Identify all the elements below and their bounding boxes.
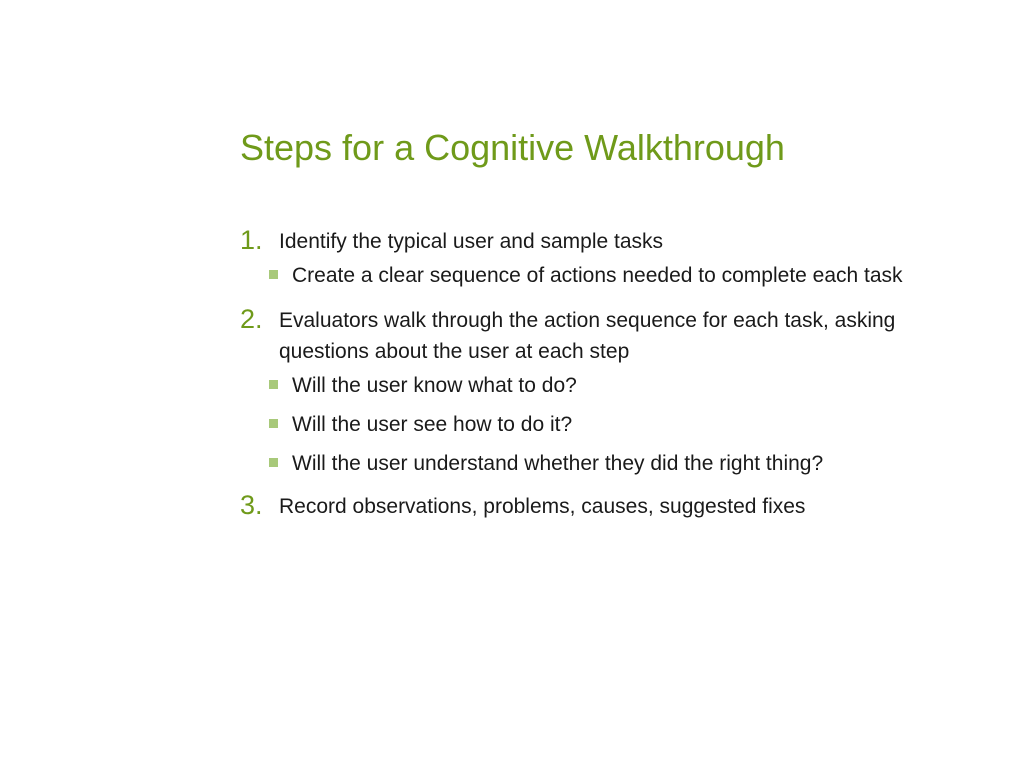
sub-list	[279, 370, 940, 479]
step-item	[240, 226, 940, 291]
step-text: Record observations, problems, causes, suggested fixes	[279, 495, 806, 518]
step-item	[240, 491, 940, 522]
sub-item	[279, 409, 940, 440]
sub-item-text: Will the user understand whether they did the right thing?	[292, 452, 824, 475]
step-text: Evaluators walk through the action sequence for each task, asking questions about the user at each step	[279, 309, 896, 363]
sub-item-text: Will the user see how to do it?	[292, 413, 573, 436]
step-number: 1.	[240, 225, 263, 255]
step-number: 3.	[240, 490, 263, 520]
square-bullet-icon	[269, 270, 278, 279]
step-text: Identify the typical user and sample tasks	[279, 230, 664, 253]
square-bullet-icon	[269, 380, 278, 389]
sub-item-text: Will the user know what to do?	[292, 374, 577, 397]
sub-list	[279, 260, 940, 291]
sub-item-text: Create a clear sequence of actions needed to complete each task	[292, 264, 903, 287]
step-number: 2.	[240, 304, 263, 334]
square-bullet-icon	[269, 419, 278, 428]
square-bullet-icon	[269, 458, 278, 467]
slide-title: Steps for a Cognitive Walkthrough	[240, 127, 785, 168]
sub-item	[279, 260, 940, 291]
steps-list	[240, 226, 940, 522]
sub-item	[279, 370, 940, 401]
step-item	[240, 305, 940, 479]
sub-item	[279, 448, 940, 479]
